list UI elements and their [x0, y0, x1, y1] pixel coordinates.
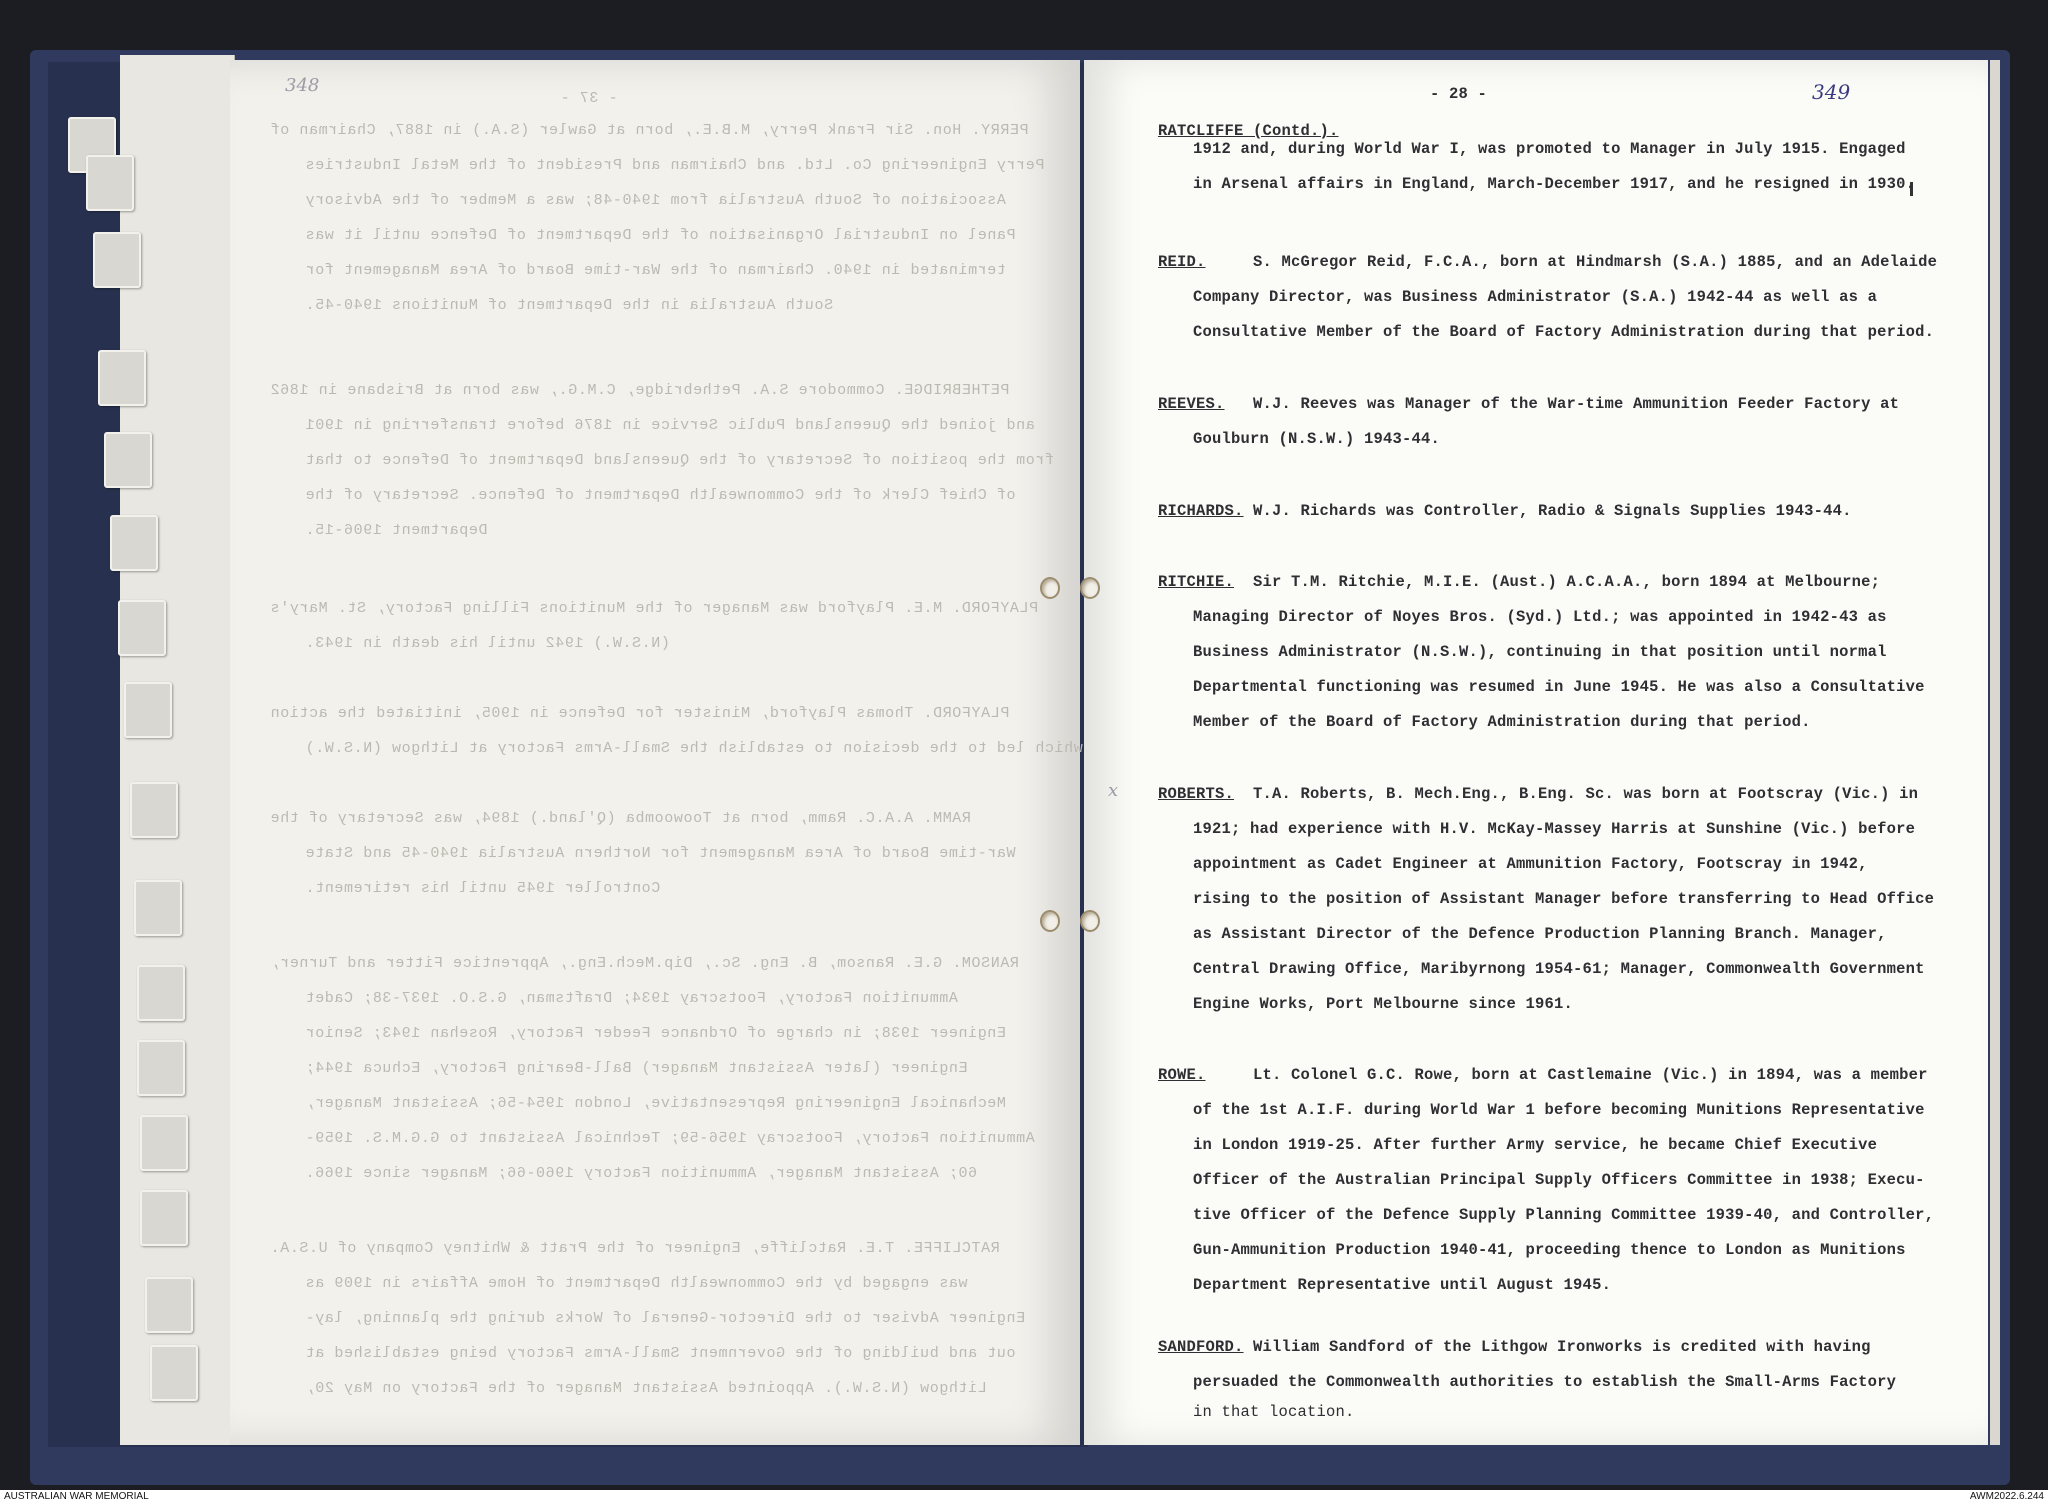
entry-line: in that location. [1193, 1403, 1355, 1421]
right-folio-pencil: 349 [1812, 80, 1851, 104]
entry-line: Goulburn (N.S.W.) 1943-44. [1193, 430, 1441, 448]
entry-line: Officer of the Australian Principal Supply Officers Committee in 1938; Execu- [1193, 1171, 1925, 1189]
entry-line: Consultative Member of the Board of Factory Administration during that period. [1193, 323, 1935, 341]
entry-line: Department Representative until August 1945. [1193, 1276, 1612, 1294]
entry-line: Lt. Colonel G.C. Rowe, born at Castlemaine (Vic.) in 1894, was a member [1253, 1066, 1928, 1084]
left-folio-pencil: 348 [285, 75, 320, 96]
entry-line: tive Officer of the Defence Supply Planning Committee 1939-40, and Controller, [1193, 1206, 1935, 1224]
index-tab[interactable] [134, 880, 182, 936]
entry-line: Sir T.M. Ritchie, M.I.E. (Aust.) A.C.A.A., born 1894 at Melbourne; [1253, 573, 1881, 591]
entry-line: Business Administrator (N.S.W.), continuing in that position until normal [1193, 643, 1887, 661]
entry-line: of the 1st A.I.F. during World War 1 before becoming Munitions Representative [1193, 1101, 1925, 1119]
entry-line: Member of the Board of Factory Administration during that period. [1193, 713, 1811, 731]
entry-line: Managing Director of Noyes Bros. (Syd.) Ltd.; was appointed in 1942-43 as [1193, 608, 1887, 626]
entry-line: 1921; had experience with H.V. McKay-Massey Harris at Sunshine (Vic.) before [1193, 820, 1916, 838]
index-tab[interactable] [145, 1277, 193, 1333]
entry-line: rising to the position of Assistant Manager before transferring to Head Office [1193, 890, 1935, 908]
index-tab[interactable] [118, 600, 166, 656]
entry-line: Gun-Ammunition Production 1940-41, proceeding thence to London as Munitions [1193, 1241, 1906, 1259]
entry-heading: REEVES. [1158, 395, 1225, 413]
binding-hole [1040, 910, 1060, 932]
index-tab[interactable] [140, 1115, 188, 1171]
binding-hole [1040, 577, 1060, 599]
entry-heading: RICHARDS. [1158, 502, 1244, 520]
entry-heading: SANDFORD. [1158, 1338, 1244, 1356]
entry-line: as Assistant Director of the Defence Production Planning Branch. Manager, [1193, 925, 1887, 943]
index-tab[interactable] [124, 682, 172, 738]
right-page-edge [1990, 60, 2000, 1445]
footer-reference: AWM2022.6.244 [1969, 1491, 2044, 1502]
index-tab[interactable] [104, 432, 152, 488]
entry-line: Company Director, was Business Administrator (S.A.) 1942-44 as well as a [1193, 288, 1878, 306]
entry-line: W.J. Reeves was Manager of the War-time Ammunition Feeder Factory at [1253, 395, 1900, 413]
entry-line: appointment as Cadet Engineer at Ammunition Factory, Footscray in 1942, [1193, 855, 1868, 873]
index-tab[interactable] [150, 1345, 198, 1401]
index-tab[interactable] [137, 1040, 185, 1096]
entry-line: S. McGregor Reid, F.C.A., born at Hindmarsh (S.A.) 1885, and an Adelaide [1253, 253, 1938, 271]
index-tab[interactable] [130, 782, 178, 838]
entry-line: W.J. Richards was Controller, Radio & Signals Supplies 1943-44. [1253, 502, 1852, 520]
index-tab[interactable] [140, 1190, 188, 1246]
margin-mark: x [1108, 780, 1119, 801]
left-page: - 37 - PERRY. Hon. Sir Frank Perry, M.B.E., born at Gawler (S.A.) in 1887, Chairman of Perry Engineering Co. Ltd. and Chairman and President of the Metal Industries Association of South Australia from 1940-48; was a Member of the Advisory Panel on Industrial Organisation of the Department of Defence until it was terminated in 1940. Chairman of the War-time Board of Area Management for South Australia in the Department of Munitions 1940-45. PETHEBRIDGE. Commodore S.A. Pethebridge, C.M.G., was born at Brisbane in 1862 and joined the Queensland Public Service in 1876 before transferring in 1901 from the position of Secretary of the Queensland Department of Defence to that of Chief Clerk of the Commonwealth Department of Defence. Secretary of the Department 1906-15. PLAYFORD. M.E. Playford was Manager of the Munitions Filling Factory, St. Mary's (N.S.W.) 1942 until his death in 1943. PLAYFORD. Thomas Playford, Minister for Defence in 1905, initiated the action which led to the decision to establish the Small-Arms Factory at Lithgow (N.S.W.) RAMM. A.A.C. Ramm, born at Toowoomba (Q'land.) 1894, was Secretary of the War-time Board of Area Management for Northern Australia 1940-45 and State Controller 1945 until his retirement. RANSOM. G.E. Ransom, B. Eng. Sc., Dip.Mech.Eng., Apprentice Fitter and Turner, Ammunition Factory, Footscray 1934; Draftsman, G.S.O. 1937-38; Cadet Engineer 1938; in charge of Ordnance Feeder Factory, Rosehan 1943; Senior Engineer (later Assistant Manager) Ball-Bearing Factory, Echuca 1944; Mechanical Engineering Representative, London 1954-56; Assistant Manager, Ammunition Factory, Footscray 1956-59; Technical Assistant to G.G.M.S. 1959- 60; Assistant Manager, Ammunition Factory 1960-66; Manager since 1966. RATCLIFFE. T.E. Ratcliffe, Engineer of the Pratt & Whitney Company of U.S.A. was engaged by the Commonwealth Department of Home Affairs in 1909 as Engineer Adviser to the Director-General of Works during the planning, lay- out and building of the Government Small-Arms Factory being established at Lithgow (N.S.W.). Appointed Assistant Manager of the Factory on May 20, [230, 60, 1080, 1445]
index-tab[interactable] [98, 350, 146, 406]
entry-heading: ROWE. [1158, 1066, 1206, 1084]
entry-line: persuaded the Commonwealth authorities to establish the Small-Arms Factory [1193, 1373, 1897, 1391]
entry-line: T.A. Roberts, B. Mech.Eng., B.Eng. Sc. was born at Footscray (Vic.) in [1253, 785, 1919, 803]
entry-line: Engine Works, Port Melbourne since 1961. [1193, 995, 1574, 1013]
entry-line: Central Drawing Office, Maribyrnong 1954-61; Manager, Commonwealth Government [1193, 960, 1925, 978]
archive-footer [0, 1490, 2048, 1505]
entry-line: in Arsenal affairs in England, March-December 1917, and he resigned in 1930. [1193, 175, 1916, 193]
entry-heading: ROBERTS. [1158, 785, 1235, 803]
footer-institution: AUSTRALIAN WAR MEMORIAL [4, 1491, 149, 1502]
binding-hole [1080, 910, 1100, 932]
entry-line: William Sandford of the Lithgow Ironworks is credited with having [1253, 1338, 1871, 1356]
entry-line: in London 1919-25. After further Army service, he became Chief Executive [1193, 1136, 1878, 1154]
entry-line: 1912 and, during World War I, was promoted to Manager in July 1915. Engaged [1193, 140, 1906, 158]
entry-heading: REID. [1158, 253, 1206, 271]
index-tab[interactable] [110, 515, 158, 571]
entry-heading: RITCHIE. [1158, 573, 1235, 591]
page-number: - 28 - [1430, 85, 1488, 103]
index-tab[interactable] [137, 965, 185, 1021]
entry-line: Departmental functioning was resumed in June 1945. He was also a Consultative [1193, 678, 1925, 696]
index-tab[interactable] [93, 232, 141, 288]
index-tab[interactable] [86, 155, 134, 211]
binding-hole [1080, 577, 1100, 599]
entry-heading: RATCLIFFE (Contd.). [1158, 122, 1339, 140]
